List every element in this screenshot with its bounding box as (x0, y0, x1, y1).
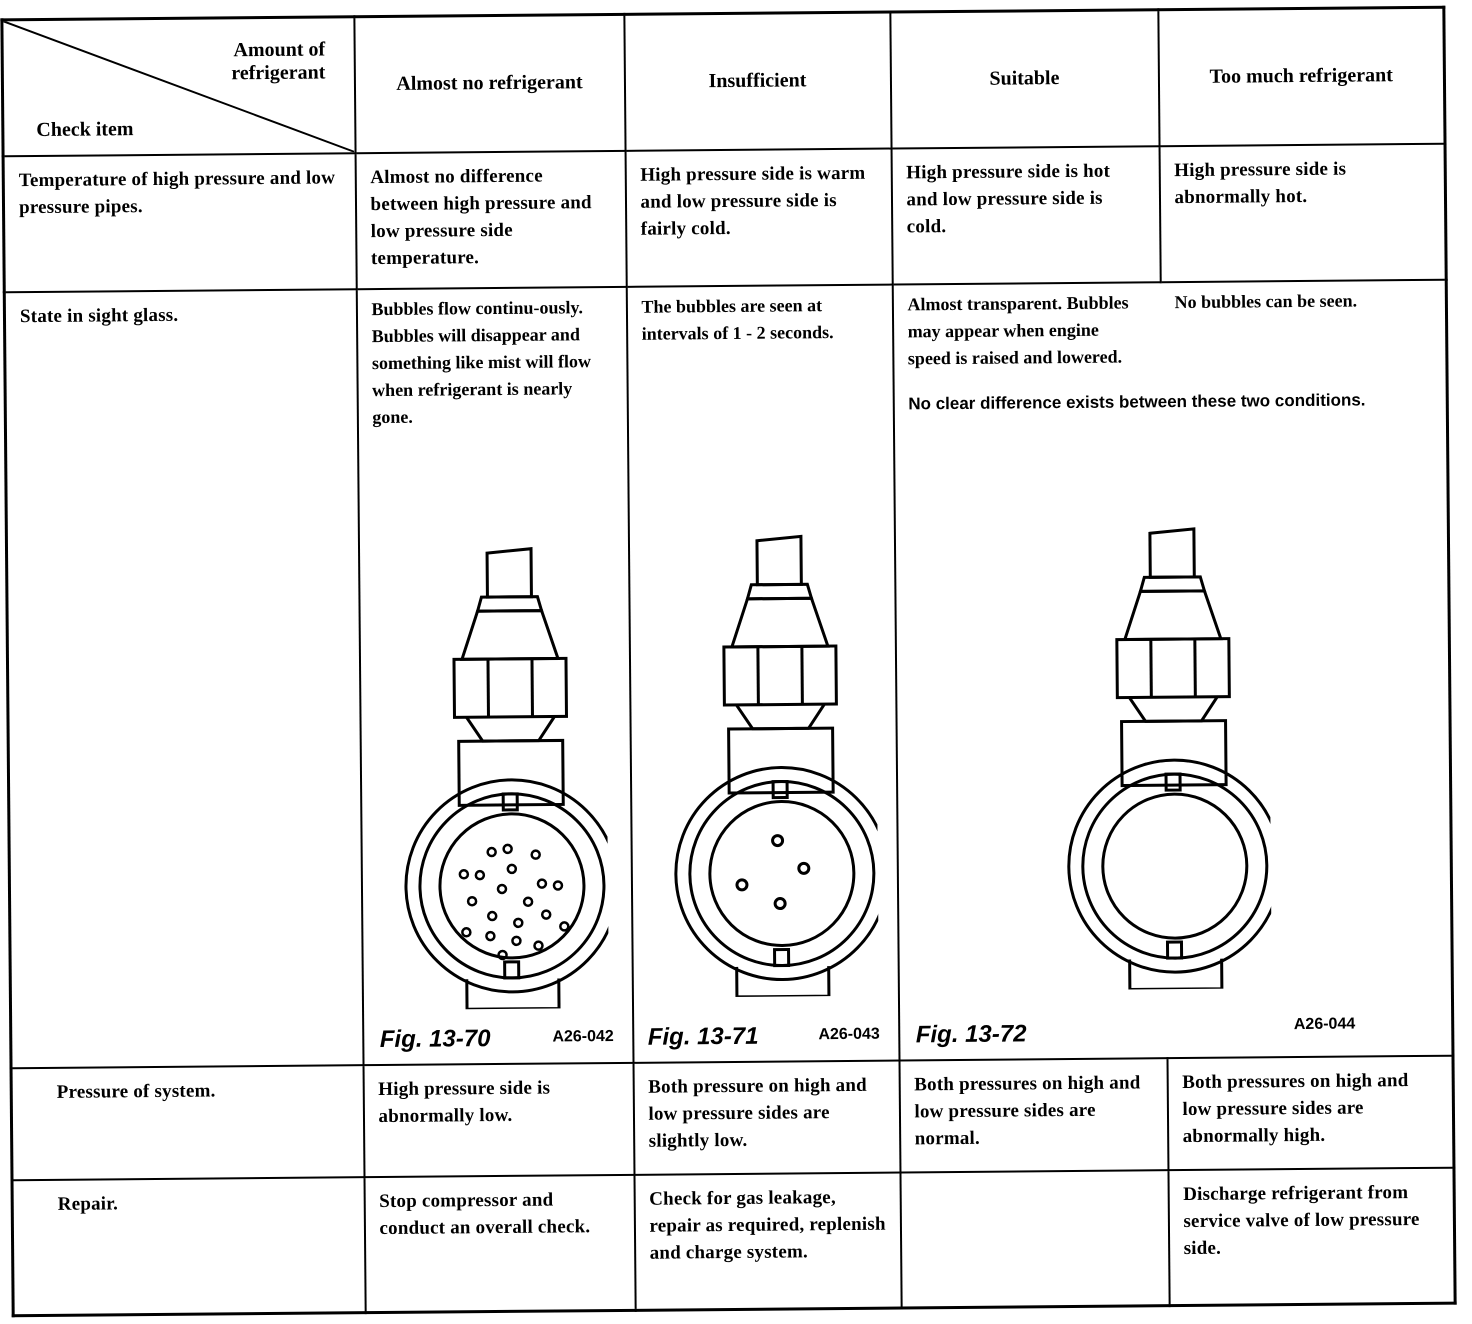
pressure-almost-none-text: High pressure side is abnormally low. (378, 1077, 551, 1127)
sight-glass-suitable-and-too-much (892, 279, 1453, 1060)
col-header-too-much-text: Too much refrigerant (1209, 64, 1393, 89)
fig-13-71-code: A26-043 (818, 1025, 880, 1043)
col-header-suitable (890, 10, 1159, 148)
row-sight-glass (4, 279, 1453, 1068)
row-sight-glass-label (4, 289, 363, 1068)
sight-glass-insufficient (626, 284, 899, 1062)
row-pressure-label (11, 1065, 364, 1180)
fig-13-70-code: A26-042 (552, 1027, 614, 1046)
repair-suitable (900, 1170, 1169, 1308)
temperature-too-much (1159, 143, 1446, 281)
row-repair (12, 1167, 1455, 1316)
row-temperature-label-text: Temperature of high pressure and low pressure pipes. (18, 166, 336, 218)
diagonal-header-amount-line1: Amount of (233, 38, 326, 62)
temperature-insufficient (625, 148, 892, 286)
pressure-insufficient (633, 1060, 900, 1174)
temperature-almost-none-text: Almost no difference between high pressure and low pressure side temperature. (370, 165, 592, 269)
row-sight-glass-label-text: State in sight glass. (19, 304, 179, 327)
fig-13-72-code: A26-044 (1293, 1015, 1356, 1033)
row-temperature-label (3, 153, 356, 292)
repair-too-much (1168, 1167, 1455, 1305)
repair-almost-none-text: Stop compressor and conduct an overall check. (379, 1189, 591, 1239)
header-row (2, 7, 1445, 156)
col-header-too-much (1158, 7, 1445, 145)
temperature-suitable-text: High pressure side is hot and low pressure side is cold. (906, 160, 1111, 237)
repair-almost-none (364, 1174, 635, 1312)
row-pressure (11, 1055, 1454, 1180)
sight-glass-too-much-text: No bubbles can be seen. (1174, 289, 1358, 312)
row-repair-label (12, 1177, 365, 1316)
diagonal-header-check-item: Check item (36, 118, 134, 142)
sight-glass-almost-none-text: Bubbles flow continu-ously. Bubbles will disappear and something like mist will flow when refrigerant is nearly gone. (371, 296, 591, 427)
sight-glass-almost-none (356, 286, 633, 1064)
diagonal-header-amount-line2: refrigerant (231, 61, 326, 85)
repair-suitable-text (901, 1171, 1167, 1183)
sight-glass-clear-icon (1057, 518, 1271, 990)
repair-too-much-text: Discharge refrigerant from service valve of low pressure side. (1183, 1181, 1420, 1259)
repair-insufficient (634, 1172, 901, 1310)
sight-glass-suitable-text: Almost transparent. Bubbles may appear when engine speed is raised and lowered. (907, 291, 1129, 368)
temperature-almost-none (355, 150, 626, 288)
temperature-too-much-text: High pressure side is abnormally hot. (1174, 158, 1347, 208)
pressure-suitable (899, 1058, 1168, 1172)
sight-glass-few-bubbles-icon (664, 525, 878, 997)
fig-13-70-label: Fig. 13-70 (379, 1024, 491, 1053)
row-pressure-label-text: Pressure of system. (56, 1079, 216, 1103)
pressure-insufficient-text: Both pressure on high and low pressure sides are slightly low. (648, 1074, 867, 1152)
temperature-insufficient-text: High pressure side is warm and low pressure side is fairly cold. (640, 162, 866, 240)
fig-13-72-label: Fig. 13-72 (915, 1019, 1027, 1048)
pressure-too-much (1167, 1055, 1454, 1169)
col-header-almost-none (354, 14, 625, 152)
temperature-suitable (891, 146, 1160, 284)
pressure-suitable-text: Both pressures on high and low pressure sides are normal. (914, 1071, 1141, 1149)
row-temperature (3, 143, 1446, 292)
col-header-suitable-text: Suitable (989, 67, 1060, 90)
fig-13-71-label: Fig. 13-71 (647, 1022, 759, 1051)
diagonal-header-cell (2, 17, 355, 156)
sight-glass-insufficient-text: The bubbles are seen at intervals of 1 - 2 seconds. (641, 294, 834, 344)
refrigerant-check-table (0, 6, 1456, 1318)
sight-glass-shared-note: No clear difference exists between these two conditions. (908, 389, 1366, 413)
col-header-almost-none-text: Almost no refrigerant (396, 71, 583, 96)
repair-insufficient-text: Check for gas leakage, repair as required, replenish and charge system. (649, 1186, 886, 1264)
sight-glass-many-bubbles-icon (394, 538, 608, 1010)
diagonal-header-amount (231, 38, 325, 85)
col-header-insufficient (624, 12, 891, 150)
refrigerant-check-sheet (0, 6, 1453, 1315)
row-repair-label-text: Repair. (57, 1192, 119, 1215)
pressure-almost-none (363, 1062, 634, 1176)
col-header-insufficient-text: Insufficient (708, 69, 807, 93)
pressure-too-much-text: Both pressures on high and low pressure sides are abnormally high. (1182, 1069, 1409, 1147)
